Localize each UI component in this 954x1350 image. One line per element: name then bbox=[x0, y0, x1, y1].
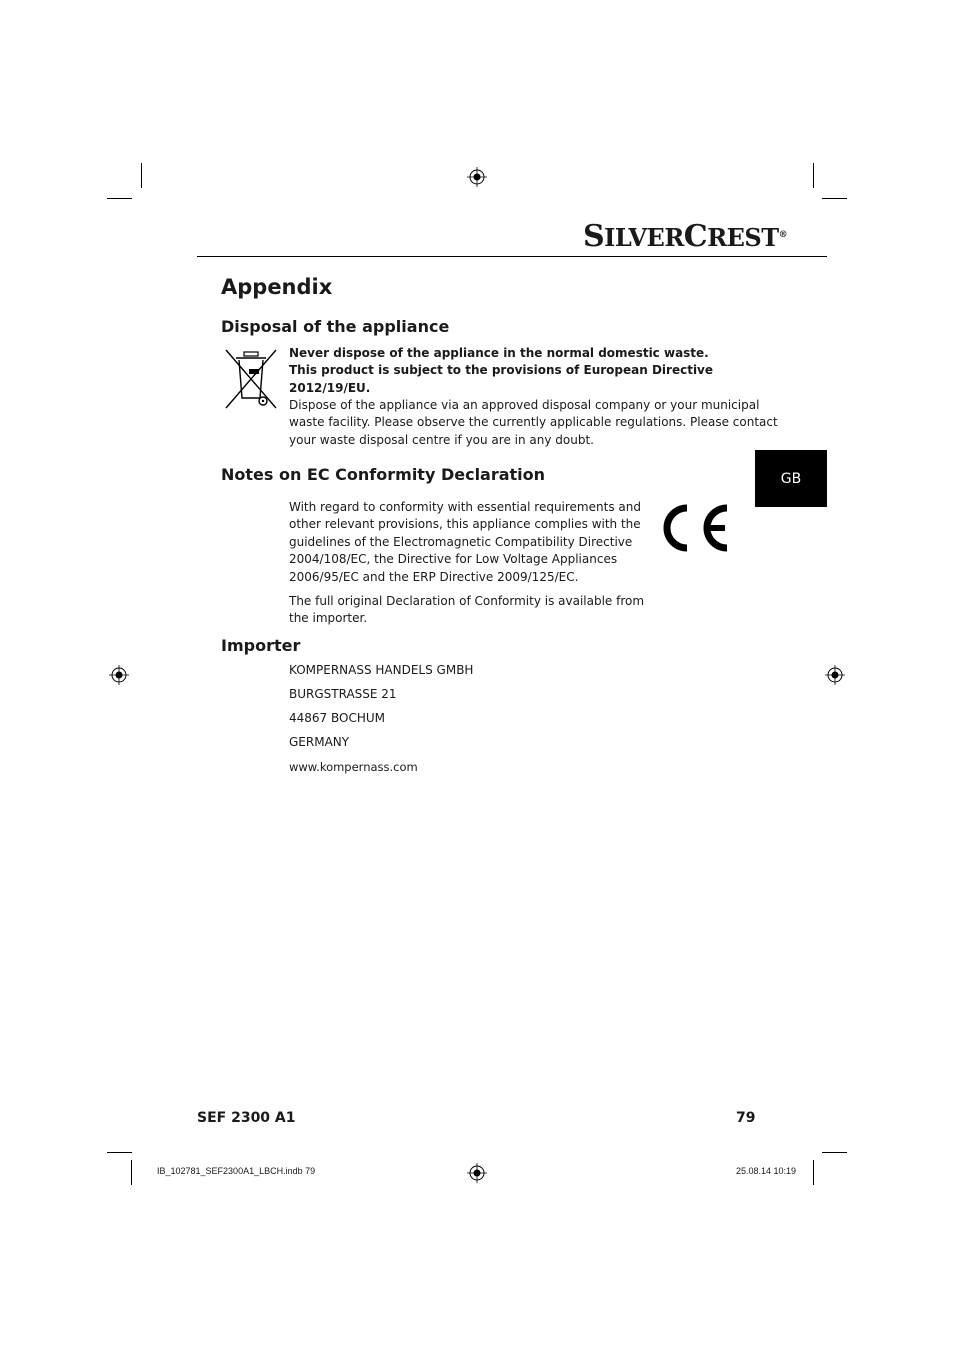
crop-mark bbox=[141, 163, 142, 188]
importer-line: BURGSTRASSE 21 bbox=[289, 687, 397, 701]
slug-date: 25.08.14 10:19 bbox=[736, 1166, 797, 1176]
crop-mark bbox=[813, 163, 814, 188]
registration-mark-icon bbox=[467, 1163, 487, 1183]
model-number: SEF 2300 A1 bbox=[197, 1110, 296, 1126]
registration-mark-icon bbox=[825, 665, 845, 685]
ce-mark-icon bbox=[657, 504, 731, 552]
page-number: 79 bbox=[736, 1110, 756, 1126]
crop-mark bbox=[107, 1152, 132, 1153]
registration-mark-icon bbox=[109, 665, 129, 685]
disposal-warning: Never dispose of the appliance in the normal domestic waste. This product is subject to the provisions of European Directive 2012/19/EU. bbox=[289, 346, 714, 395]
language-tab: GB bbox=[755, 450, 827, 507]
disposal-heading: Disposal of the appliance bbox=[221, 317, 450, 336]
importer-line: 44867 BOCHUM bbox=[289, 711, 385, 725]
crop-mark bbox=[107, 198, 132, 199]
importer-website: www.kompernass.com bbox=[289, 760, 418, 774]
crop-mark bbox=[813, 1160, 814, 1185]
crossed-bin-icon bbox=[222, 346, 280, 412]
importer-line: KOMPERNASS HANDELS GMBH bbox=[289, 663, 474, 677]
importer-line: GERMANY bbox=[289, 735, 350, 749]
page-title: Appendix bbox=[221, 275, 333, 299]
brand-logo: SILVERCREST® bbox=[583, 219, 788, 254]
ec-availability: The full original Declaration of Conformity is available from the importer. bbox=[289, 594, 645, 626]
ec-heading: Notes on EC Conformity Declaration bbox=[221, 465, 546, 484]
slug-file: IB_102781_SEF2300A1_LBCH.indb 79 bbox=[157, 1166, 316, 1176]
crop-mark bbox=[131, 1160, 132, 1185]
crop-mark bbox=[822, 198, 847, 199]
importer-heading: Importer bbox=[221, 636, 301, 655]
crop-mark bbox=[822, 1152, 847, 1153]
header-rule bbox=[197, 256, 827, 257]
ec-paragraph: With regard to conformity with essential requirements and other relevant provisions, this appliance complies with the guidelines of the Electromagnetic Compatibility Directive 2004/108/EC, the Directive for Low Voltage Appliances 2006/95/EC and the ERP Directive 2009/125/EC. bbox=[289, 500, 641, 584]
registration-mark-icon bbox=[467, 167, 487, 187]
disposal-body: Dispose of the appliance via an approved disposal company or your municipal waste facility. Please observe the currently applicable regulations. Please contact your waste disposal centre if you are in any doubt. bbox=[289, 398, 778, 447]
